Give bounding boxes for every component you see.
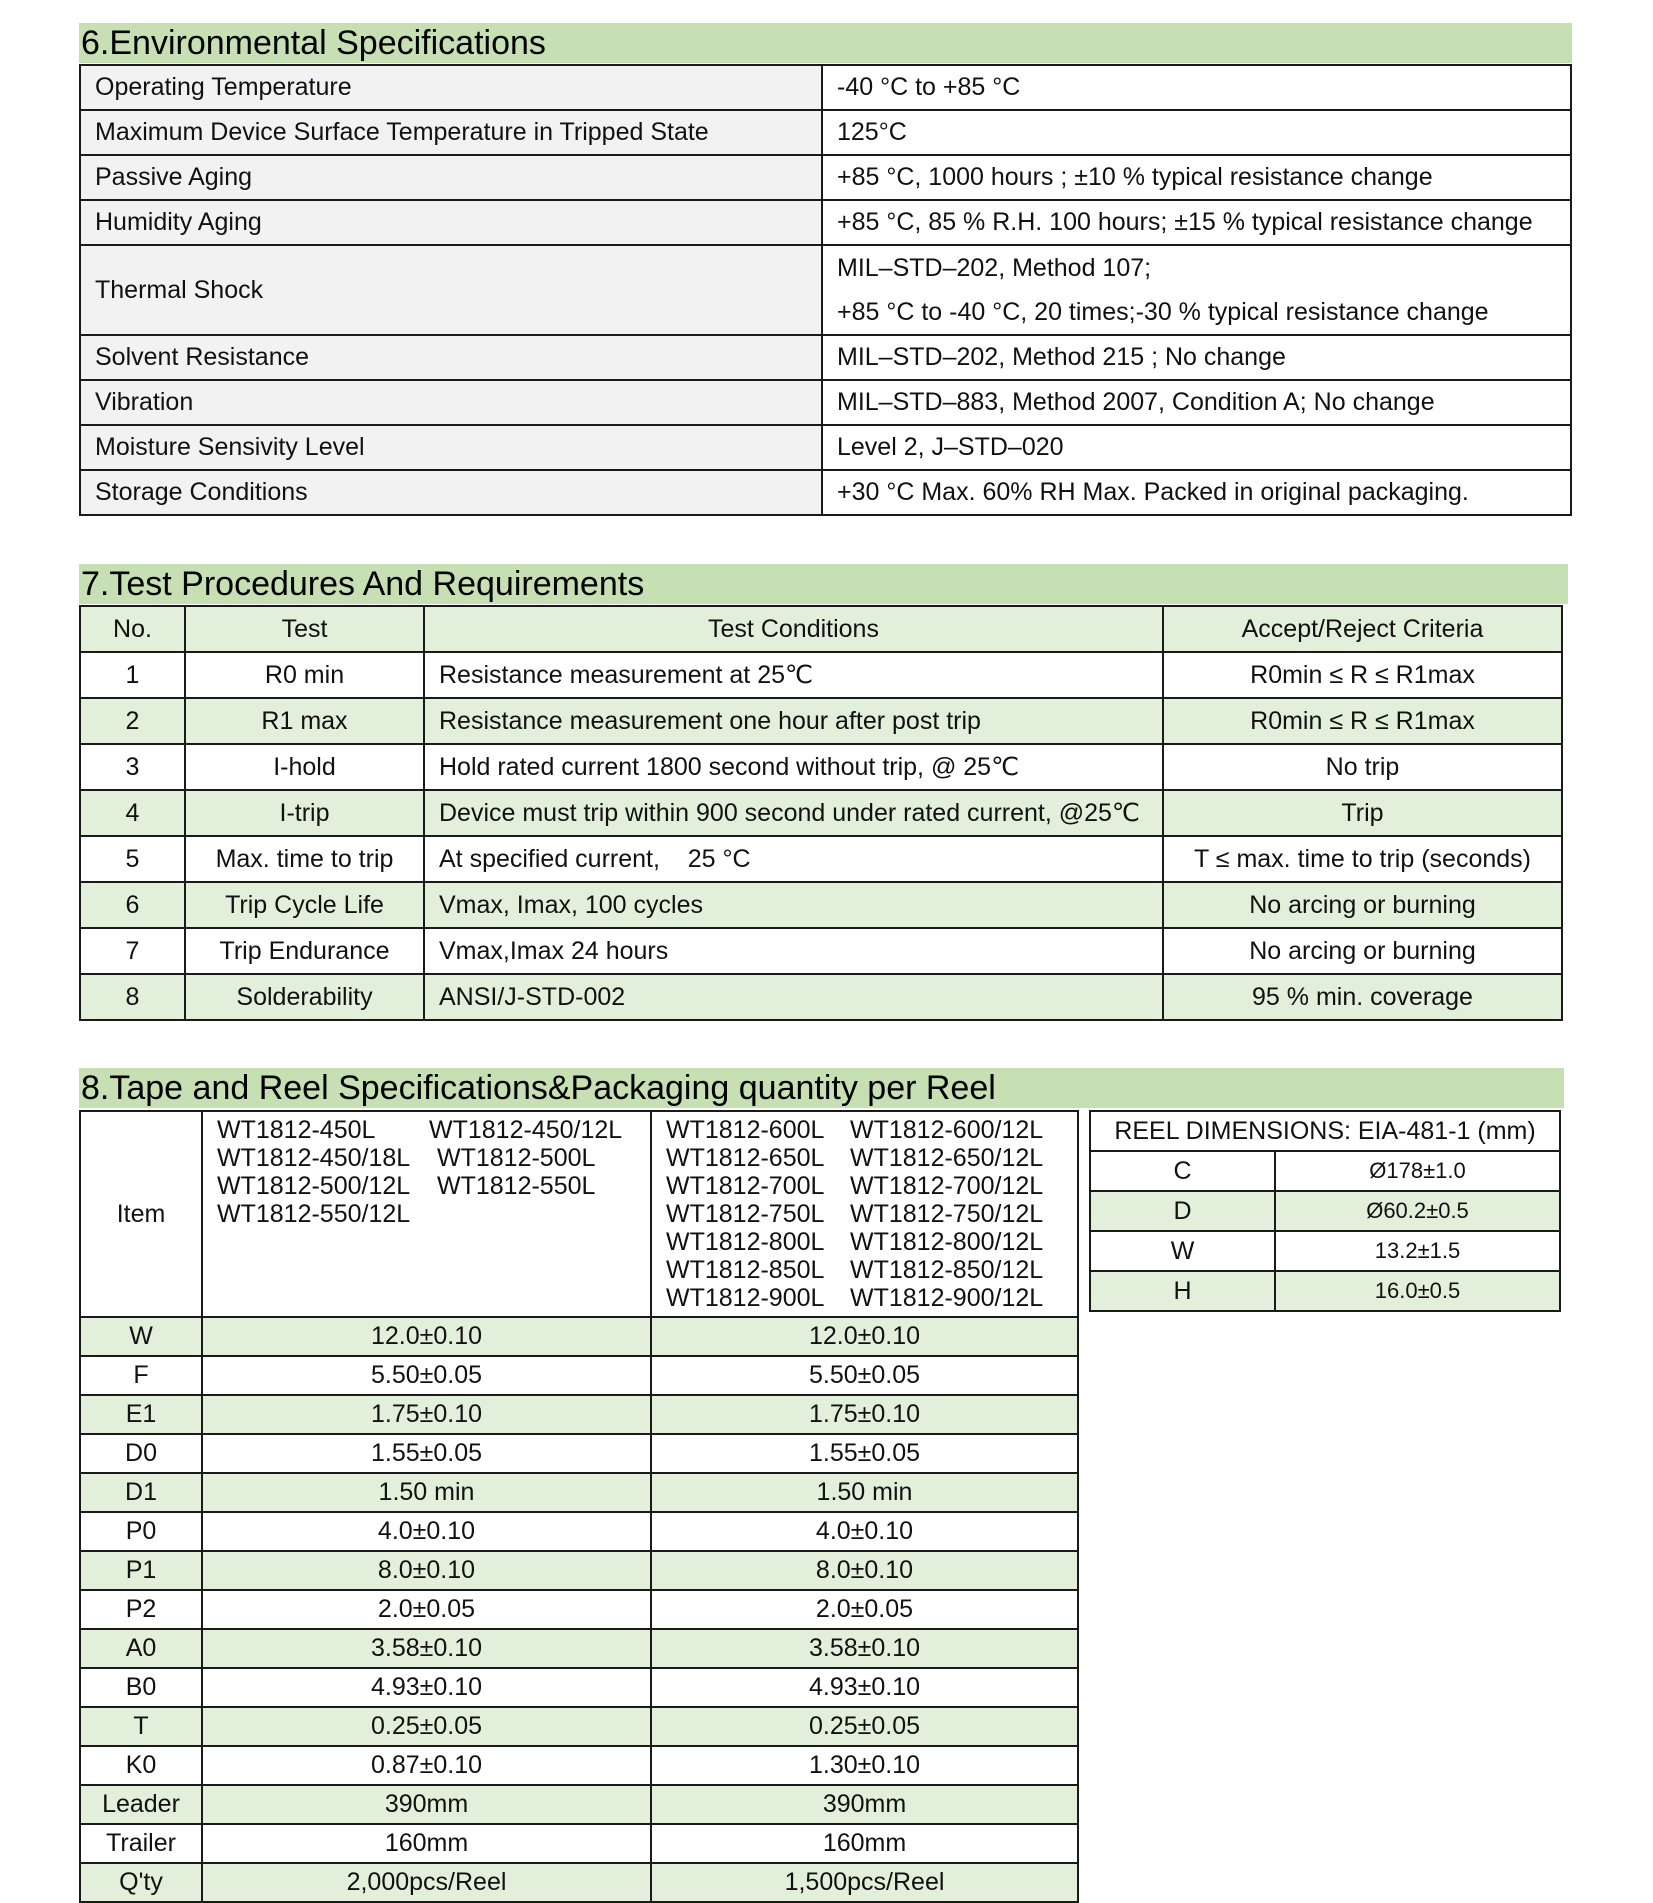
tape-param: D0 [80, 1434, 202, 1473]
model-pair [666, 1116, 1063, 1144]
tape-param: T [80, 1707, 202, 1746]
tape-header-row [80, 1111, 1078, 1317]
env-row [80, 65, 1571, 110]
tape-models-group2 [651, 1111, 1078, 1317]
model-name: WT1812-850/12L [850, 1256, 1044, 1284]
model-name: WT1812-650L [666, 1144, 825, 1172]
env-label: Passive Aging [80, 155, 822, 200]
model-name: WT1812-800L [666, 1228, 825, 1256]
model-name: WT1812-700L [666, 1172, 825, 1200]
tape-value-1: 5.50±0.05 [202, 1356, 651, 1395]
reel-dimensions-title: REEL DIMENSIONS: EIA-481-1 (mm) [1090, 1111, 1560, 1151]
test-row [80, 744, 1562, 790]
reel-value: 13.2±1.5 [1275, 1231, 1560, 1271]
tape-row [80, 1512, 1078, 1551]
test-no: 4 [80, 790, 185, 836]
model-pair [666, 1144, 1063, 1172]
model-pair [666, 1172, 1063, 1200]
tape-param: E1 [80, 1395, 202, 1434]
tape-row [80, 1668, 1078, 1707]
tape-value-2: 12.0±0.10 [651, 1317, 1078, 1356]
tape-value-2: 2.0±0.05 [651, 1590, 1078, 1629]
test-name: Max. time to trip [185, 836, 424, 882]
model-pair [217, 1116, 636, 1144]
reel-header-row [1090, 1111, 1560, 1151]
reel-value: Ø178±1.0 [1275, 1151, 1560, 1191]
env-value: Level 2, J–STD–020 [822, 425, 1571, 470]
test-no: 6 [80, 882, 185, 928]
test-no: 8 [80, 974, 185, 1020]
env-value: -40 °C to +85 °C [822, 65, 1571, 110]
reel-param: D [1090, 1191, 1275, 1231]
env-row [80, 200, 1571, 245]
test-name: I-hold [185, 744, 424, 790]
tape-row [80, 1824, 1078, 1863]
env-label: Solvent Resistance [80, 335, 822, 380]
tape-param: Trailer [80, 1824, 202, 1863]
test-row [80, 882, 1562, 928]
test-criteria: R0min ≤ R ≤ R1max [1163, 652, 1562, 698]
tape-param: W [80, 1317, 202, 1356]
model-name: WT1812-900L [666, 1284, 825, 1312]
tape-models-group1 [202, 1111, 651, 1317]
env-label: Operating Temperature [80, 65, 822, 110]
tape-param: P0 [80, 1512, 202, 1551]
env-label: Thermal Shock [80, 245, 822, 335]
test-criteria: R0min ≤ R ≤ R1max [1163, 698, 1562, 744]
tape-param: K0 [80, 1746, 202, 1785]
env-label: Storage Conditions [80, 470, 822, 515]
tape-value-2: 1.75±0.10 [651, 1395, 1078, 1434]
tape-value-2: 1.55±0.05 [651, 1434, 1078, 1473]
test-row [80, 974, 1562, 1020]
test-row [80, 790, 1562, 836]
test-criteria: No arcing or burning [1163, 882, 1562, 928]
env-value: 125°C [822, 110, 1571, 155]
model-name: WT1812-600L [666, 1116, 825, 1144]
test-name: I-trip [185, 790, 424, 836]
test-no: 3 [80, 744, 185, 790]
test-header-conditions: Test Conditions [424, 606, 1163, 652]
tape-value-1: 4.93±0.10 [202, 1668, 651, 1707]
env-label: Vibration [80, 380, 822, 425]
test-name: R1 max [185, 698, 424, 744]
tape-value-1: 160mm [202, 1824, 651, 1863]
env-value: +85 °C, 85 % R.H. 100 hours; ±15 % typical resistance change [822, 200, 1571, 245]
tape-row [80, 1395, 1078, 1434]
env-row [80, 155, 1571, 200]
tape-section-title: 8.Tape and Reel Specifications&Packaging quantity per Reel [79, 1068, 1564, 1108]
env-section-title: 6.Environmental Specifications [79, 23, 1572, 63]
reel-param: C [1090, 1151, 1275, 1191]
env-value: +85 °C, 1000 hours ; ±10 % typical resistance change [822, 155, 1571, 200]
tape-param: P2 [80, 1590, 202, 1629]
model-pair [666, 1200, 1063, 1228]
tape-row [80, 1746, 1078, 1785]
reel-row [1090, 1191, 1560, 1231]
tape-value-2: 1,500pcs/Reel [651, 1863, 1078, 1902]
model-name: WT1812-450/18L [217, 1144, 411, 1172]
env-row [80, 245, 1571, 335]
env-value: MIL–STD–883, Method 2007, Condition A; No change [822, 380, 1571, 425]
test-condition: Hold rated current 1800 second without trip, @ 25℃ [424, 744, 1163, 790]
tape-row [80, 1317, 1078, 1356]
reel-value: 16.0±0.5 [1275, 1271, 1560, 1311]
env-value-line: MIL–STD–202, Method 107; [837, 254, 1152, 282]
test-no: 1 [80, 652, 185, 698]
test-no: 7 [80, 928, 185, 974]
reel-param: H [1090, 1271, 1275, 1311]
tape-row [80, 1629, 1078, 1668]
tape-row [80, 1551, 1078, 1590]
test-condition: Vmax, Imax, 100 cycles [424, 882, 1163, 928]
tape-value-1: 2,000pcs/Reel [202, 1863, 651, 1902]
tape-value-2: 1.50 min [651, 1473, 1078, 1512]
test-no: 2 [80, 698, 185, 744]
test-condition: ANSI/J-STD-002 [424, 974, 1163, 1020]
tape-value-2: 390mm [651, 1785, 1078, 1824]
reel-row [1090, 1271, 1560, 1311]
tape-param: F [80, 1356, 202, 1395]
test-criteria: T ≤ max. time to trip (seconds) [1163, 836, 1562, 882]
model-name: WT1812-450/12L [429, 1116, 623, 1144]
model-pair [666, 1284, 1063, 1312]
tape-param: A0 [80, 1629, 202, 1668]
tape-value-1: 0.25±0.05 [202, 1707, 651, 1746]
test-header-test: Test [185, 606, 424, 652]
model-name: WT1812-700/12L [850, 1172, 1044, 1200]
tape-row [80, 1863, 1078, 1902]
test-table [79, 605, 1563, 1021]
model-name: WT1812-550/12L [217, 1200, 411, 1228]
tape-value-1: 3.58±0.10 [202, 1629, 651, 1668]
env-table [79, 64, 1572, 516]
test-criteria: No arcing or burning [1163, 928, 1562, 974]
test-condition: At specified current, 25 °C [424, 836, 1163, 882]
model-name: WT1812-500/12L [217, 1172, 411, 1200]
env-row [80, 380, 1571, 425]
env-row [80, 335, 1571, 380]
test-row [80, 836, 1562, 882]
tape-value-1: 8.0±0.10 [202, 1551, 651, 1590]
tape-value-1: 4.0±0.10 [202, 1512, 651, 1551]
tape-value-1: 12.0±0.10 [202, 1317, 651, 1356]
tape-value-2: 3.58±0.10 [651, 1629, 1078, 1668]
tape-value-2: 4.0±0.10 [651, 1512, 1078, 1551]
test-row [80, 652, 1562, 698]
env-row [80, 470, 1571, 515]
tape-value-1: 2.0±0.05 [202, 1590, 651, 1629]
env-value: +30 °C Max. 60% RH Max. Packed in original packaging. [822, 470, 1571, 515]
tape-param: P1 [80, 1551, 202, 1590]
tape-param: B0 [80, 1668, 202, 1707]
tape-value-2: 8.0±0.10 [651, 1551, 1078, 1590]
tape-value-2: 160mm [651, 1824, 1078, 1863]
env-value: MIL–STD–202, Method 215 ; No change [822, 335, 1571, 380]
model-pair [217, 1200, 636, 1228]
model-pair [217, 1172, 636, 1200]
model-pair [666, 1256, 1063, 1284]
tape-row [80, 1590, 1078, 1629]
tape-table [79, 1110, 1079, 1903]
tape-value-2: 5.50±0.05 [651, 1356, 1078, 1395]
model-pair [666, 1228, 1063, 1256]
test-condition: Device must trip within 900 second under rated current, @25℃ [424, 790, 1163, 836]
test-section-title: 7.Test Procedures And Requirements [79, 564, 1568, 604]
model-name: WT1812-550L [437, 1172, 596, 1200]
tape-value-1: 1.55±0.05 [202, 1434, 651, 1473]
tape-param: Q'ty [80, 1863, 202, 1902]
model-name: WT1812-600/12L [850, 1116, 1044, 1144]
tape-param: D1 [80, 1473, 202, 1512]
env-row [80, 425, 1571, 470]
reel-dimensions-table [1089, 1110, 1561, 1312]
test-row [80, 928, 1562, 974]
test-condition: Resistance measurement at 25℃ [424, 652, 1163, 698]
model-name: WT1812-750L [666, 1200, 825, 1228]
env-label: Moisture Sensivity Level [80, 425, 822, 470]
test-name: Solderability [185, 974, 424, 1020]
tape-row [80, 1356, 1078, 1395]
model-pair [217, 1144, 636, 1172]
model-name: WT1812-650/12L [850, 1144, 1044, 1172]
model-name: WT1812-450L [217, 1116, 376, 1144]
tape-value-1: 1.50 min [202, 1473, 651, 1512]
test-header-criteria: Accept/Reject Criteria [1163, 606, 1562, 652]
env-value [822, 245, 1571, 335]
env-label: Humidity Aging [80, 200, 822, 245]
reel-row [1090, 1231, 1560, 1271]
test-header-no: No. [80, 606, 185, 652]
tape-value-2: 4.93±0.10 [651, 1668, 1078, 1707]
tape-row [80, 1785, 1078, 1824]
test-no: 5 [80, 836, 185, 882]
test-name: R0 min [185, 652, 424, 698]
test-criteria: 95 % min. coverage [1163, 974, 1562, 1020]
tape-row [80, 1473, 1078, 1512]
tape-value-2: 1.30±0.10 [651, 1746, 1078, 1785]
test-criteria: Trip [1163, 790, 1562, 836]
reel-row [1090, 1151, 1560, 1191]
reel-value: Ø60.2±0.5 [1275, 1191, 1560, 1231]
tape-value-2: 0.25±0.05 [651, 1707, 1078, 1746]
test-row [80, 698, 1562, 744]
tape-param: Leader [80, 1785, 202, 1824]
test-name: Trip Endurance [185, 928, 424, 974]
tape-value-1: 390mm [202, 1785, 651, 1824]
env-label: Maximum Device Surface Temperature in Tripped State [80, 110, 822, 155]
env-row [80, 110, 1571, 155]
tape-value-1: 0.87±0.10 [202, 1746, 651, 1785]
model-name: WT1812-900/12L [850, 1284, 1044, 1312]
test-condition: Resistance measurement one hour after post trip [424, 698, 1163, 744]
test-name: Trip Cycle Life [185, 882, 424, 928]
tape-row [80, 1434, 1078, 1473]
test-header-row [80, 606, 1562, 652]
model-name: WT1812-800/12L [850, 1228, 1044, 1256]
reel-param: W [1090, 1231, 1275, 1271]
model-name: WT1812-500L [437, 1144, 596, 1172]
model-name: WT1812-750/12L [850, 1200, 1044, 1228]
test-criteria: No trip [1163, 744, 1562, 790]
tape-value-1: 1.75±0.10 [202, 1395, 651, 1434]
model-name: WT1812-850L [666, 1256, 825, 1284]
tape-item-header: Item [80, 1111, 202, 1317]
test-condition: Vmax,Imax 24 hours [424, 928, 1163, 974]
env-value-line: +85 °C to -40 °C, 20 times;-30 % typical resistance change [837, 298, 1489, 326]
tape-row [80, 1707, 1078, 1746]
